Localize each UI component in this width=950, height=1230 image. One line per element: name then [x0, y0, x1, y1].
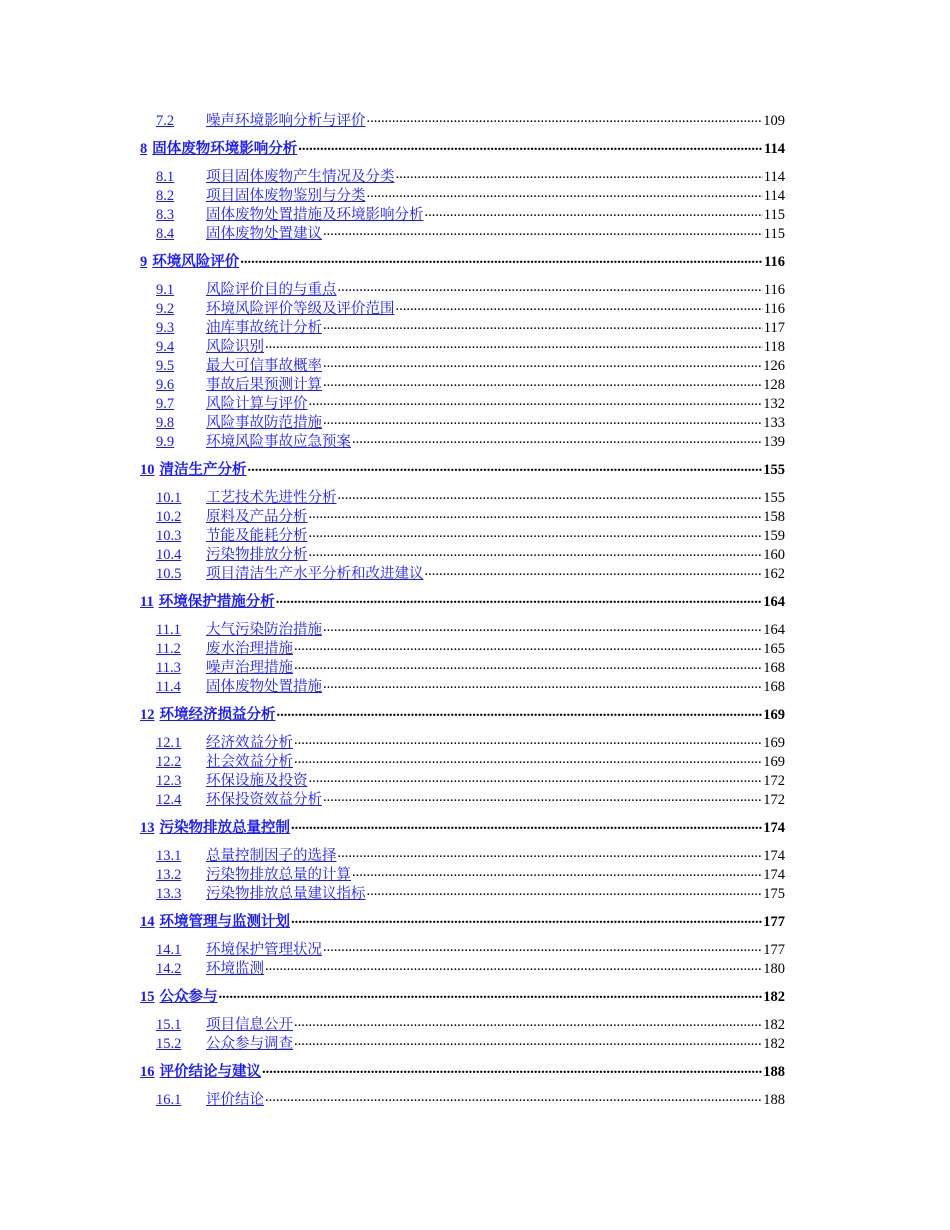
- toc-section-entry[interactable]: [140, 112, 785, 131]
- toc-dot-leader: [367, 184, 763, 203]
- toc-page-number: 109: [763, 113, 785, 129]
- toc-entry-number[interactable]: 11: [140, 594, 154, 610]
- toc-entry-title[interactable]: 最大可信事故概率: [206, 358, 322, 374]
- toc-entry-number[interactable]: 9: [140, 254, 148, 270]
- toc-section-entry[interactable]: [140, 885, 785, 904]
- toc-dot-leader: [323, 938, 762, 957]
- toc-chapter-entry[interactable]: [140, 988, 785, 1007]
- toc-entry-number[interactable]: [156, 960, 206, 979]
- toc-dot-leader: [338, 486, 763, 505]
- toc-entry-title[interactable]: 项目固体废物鉴别与分类: [206, 188, 366, 204]
- toc-entry-number-text[interactable]: 8.2: [156, 188, 175, 204]
- toc-entry-title[interactable]: 噪声治理措施: [206, 660, 293, 676]
- toc-entry-number[interactable]: [156, 640, 206, 659]
- toc-entry-number[interactable]: [156, 678, 206, 697]
- toc-entry-number-text[interactable]: 13.2: [156, 867, 182, 883]
- toc-dot-leader: [248, 458, 763, 477]
- toc-page-number: 175: [763, 886, 785, 902]
- toc-dot-leader: [323, 788, 762, 807]
- toc-entry-number[interactable]: [156, 847, 206, 866]
- toc-section-entry[interactable]: [140, 1091, 785, 1110]
- toc-entry-number[interactable]: [156, 225, 206, 244]
- toc-entry-number[interactable]: [156, 546, 206, 565]
- toc-entry-number[interactable]: 13: [140, 820, 155, 836]
- toc-page-number: 114: [764, 141, 785, 157]
- toc-entry-number-text[interactable]: 15.1: [156, 1017, 182, 1033]
- toc-dot-leader: [298, 137, 763, 156]
- toc-entry-number[interactable]: [156, 1016, 206, 1035]
- toc-page-number: 139: [763, 434, 785, 450]
- toc-page-number: 174: [763, 867, 785, 883]
- toc-entry-number-text[interactable]: 9.8: [156, 415, 175, 431]
- toc-page-number: 168: [763, 660, 785, 676]
- toc-dot-leader: [294, 656, 762, 675]
- toc-dot-leader: [309, 524, 763, 543]
- toc-section-entry[interactable]: [140, 960, 785, 979]
- toc-chapter-entry[interactable]: [140, 819, 785, 838]
- toc-entry-number-text[interactable]: 11.1: [156, 622, 181, 638]
- toc-section-entry[interactable]: [140, 225, 785, 244]
- toc-entry-title[interactable]: 污染物排放总量的计算: [206, 867, 351, 883]
- toc-entry-number-text[interactable]: 9.1: [156, 282, 175, 298]
- toc-dot-leader: [352, 430, 762, 449]
- toc-entry-title[interactable]: 环境经济损益分析: [159, 707, 276, 723]
- toc-entry-title[interactable]: 工艺技术先进性分析: [206, 490, 337, 506]
- toc-chapter-entry[interactable]: [140, 461, 785, 480]
- toc-entry-number[interactable]: [156, 1035, 206, 1054]
- toc-page-number: 162: [763, 566, 785, 582]
- toc-dot-leader: [338, 844, 763, 863]
- toc-entry-number[interactable]: [156, 489, 206, 508]
- toc-entry-number[interactable]: [156, 357, 206, 376]
- toc-dot-leader: [262, 1060, 762, 1079]
- toc-page-number: 169: [763, 754, 785, 770]
- toc-dot-leader: [323, 618, 762, 637]
- toc-entry-title[interactable]: 环境风险评价: [152, 254, 240, 270]
- toc-entry-number-text[interactable]: 16.1: [156, 1092, 182, 1108]
- toc-entry-title[interactable]: 评价结论: [206, 1092, 264, 1108]
- toc-entry-title[interactable]: 风险评价目的与重点: [206, 282, 337, 298]
- toc-entry-number-text[interactable]: 12.4: [156, 792, 182, 808]
- toc-entry-title[interactable]: 原料及产品分析: [206, 509, 308, 525]
- toc-entry-number-text[interactable]: 8.1: [156, 169, 175, 185]
- toc-dot-leader: [309, 543, 763, 562]
- toc-entry-number-text[interactable]: 9.6: [156, 377, 175, 393]
- toc-page-number: 116: [764, 254, 785, 270]
- toc-entry-number[interactable]: [156, 791, 206, 810]
- toc-chapter-entry[interactable]: [140, 593, 785, 612]
- toc-entry-number-text[interactable]: 9.9: [156, 434, 175, 450]
- toc-page-number: 168: [763, 679, 785, 695]
- toc-page-number: 182: [763, 1036, 785, 1052]
- toc-page-number: 114: [763, 188, 785, 204]
- toc-entry-title[interactable]: 项目固体废物产生情况及分类: [206, 169, 395, 185]
- toc-entry-number-text[interactable]: 10.4: [156, 547, 182, 563]
- toc-dot-leader: [338, 278, 763, 297]
- toc-page-number: 116: [763, 282, 785, 298]
- toc-page-number: 172: [763, 792, 785, 808]
- toc-entry-number[interactable]: 14: [140, 914, 155, 930]
- toc-dot-leader: [425, 203, 763, 222]
- toc-entry-title[interactable]: 事故后果预测计算: [206, 377, 322, 393]
- toc-entry-number-text[interactable]: 9.7: [156, 396, 175, 412]
- toc-entry-title[interactable]: 项目信息公开: [206, 1017, 293, 1033]
- toc-entry-number[interactable]: 16: [140, 1064, 155, 1080]
- toc-page-number: 177: [763, 942, 785, 958]
- toc-entry-title[interactable]: 风险计算与评价: [206, 396, 308, 412]
- toc-page-number: 158: [763, 509, 785, 525]
- toc-entry-title[interactable]: 总量控制因子的选择: [206, 848, 337, 864]
- toc-entry-title[interactable]: 环保投资效益分析: [206, 792, 322, 808]
- toc-entry-number[interactable]: [156, 866, 206, 885]
- toc-page-number: 126: [763, 358, 785, 374]
- table-of-contents: [140, 112, 785, 1110]
- toc-entry-number[interactable]: [156, 206, 206, 225]
- toc-entry-number-text[interactable]: 15.2: [156, 1036, 182, 1052]
- toc-page-number: 164: [763, 622, 785, 638]
- toc-entry-number[interactable]: 8: [140, 141, 148, 157]
- toc-entry-number-text[interactable]: 8.4: [156, 226, 175, 242]
- toc-dot-leader: [309, 505, 763, 524]
- toc-chapter-entry[interactable]: [140, 140, 785, 159]
- toc-chapter-entry[interactable]: [140, 253, 785, 272]
- toc-entry-title[interactable]: 公众参与调查: [206, 1036, 293, 1052]
- toc-entry-title[interactable]: 公众参与: [159, 989, 218, 1005]
- toc-chapter-entry[interactable]: [140, 706, 785, 725]
- toc-entry-number-text[interactable]: 13.3: [156, 886, 182, 902]
- toc-entry-number-text[interactable]: 7.2: [156, 113, 175, 129]
- toc-entry-title[interactable]: 环境管理与监测计划: [159, 914, 290, 930]
- toc-entry-title[interactable]: 评价结论与建议: [159, 1064, 261, 1080]
- toc-dot-leader: [309, 392, 763, 411]
- toc-entry-number[interactable]: [156, 168, 206, 187]
- toc-dot-leader: [323, 411, 762, 430]
- toc-entry-number-text[interactable]: 8.3: [156, 207, 175, 223]
- toc-entry-title[interactable]: 废水治理措施: [206, 641, 293, 657]
- toc-dot-leader: [294, 750, 762, 769]
- toc-page-number: 159: [763, 528, 785, 544]
- toc-entry-number-text[interactable]: 9.3: [156, 320, 175, 336]
- toc-entry-number[interactable]: [156, 1091, 206, 1110]
- toc-entry-number[interactable]: [156, 376, 206, 395]
- toc-entry-number[interactable]: 10: [140, 462, 155, 478]
- toc-entry-number-text[interactable]: 11.3: [156, 660, 181, 676]
- toc-entry-title[interactable]: 油库事故统计分析: [206, 320, 322, 336]
- toc-entry-number[interactable]: [156, 772, 206, 791]
- toc-dot-leader: [265, 957, 762, 976]
- toc-section-entry[interactable]: [140, 678, 785, 697]
- toc-page-number: 128: [763, 377, 785, 393]
- toc-entry-title[interactable]: 固体废物处置措施及环境影响分析: [206, 207, 424, 223]
- toc-entry-title[interactable]: 社会效益分析: [206, 754, 293, 770]
- toc-entry-number-text[interactable]: 12.1: [156, 735, 182, 751]
- toc-page-number: 116: [763, 301, 785, 317]
- toc-dot-leader: [294, 731, 762, 750]
- toc-dot-leader: [309, 769, 763, 788]
- toc-dot-leader: [323, 222, 763, 241]
- toc-entry-title[interactable]: 污染物排放分析: [206, 547, 308, 563]
- toc-dot-leader: [291, 910, 762, 929]
- toc-page-number: 169: [763, 735, 785, 751]
- toc-page-number: 182: [763, 989, 785, 1005]
- toc-page-number: 180: [763, 961, 785, 977]
- toc-page-number: 174: [763, 848, 785, 864]
- toc-entry-number[interactable]: [156, 753, 206, 772]
- toc-entry-number-text[interactable]: 10.5: [156, 566, 182, 582]
- toc-entry-number[interactable]: [156, 319, 206, 338]
- toc-section-entry[interactable]: [140, 791, 785, 810]
- toc-dot-leader: [425, 562, 763, 581]
- toc-entry-title[interactable]: 环境风险评价等级及评价范围: [206, 301, 395, 317]
- toc-page-number: 155: [763, 490, 785, 506]
- toc-entry-number[interactable]: [156, 621, 206, 640]
- toc-entry-title[interactable]: 固体废物处置措施: [206, 679, 322, 695]
- toc-entry-number-text[interactable]: 14.2: [156, 961, 182, 977]
- toc-section-entry[interactable]: [140, 565, 785, 584]
- toc-page-number: 115: [763, 226, 785, 242]
- toc-entry-number-text[interactable]: 12.3: [156, 773, 182, 789]
- toc-entry-number[interactable]: [156, 395, 206, 414]
- toc-entry-title[interactable]: 环境保护措施分析: [158, 594, 275, 610]
- toc-dot-leader: [291, 816, 762, 835]
- toc-entry-number[interactable]: [156, 338, 206, 357]
- toc-entry-number-text[interactable]: 10.3: [156, 528, 182, 544]
- toc-entry-title[interactable]: 大气污染防治措施: [206, 622, 322, 638]
- toc-entry-title[interactable]: 噪声环境影响分析与评价: [206, 113, 366, 129]
- toc-entry-number-text[interactable]: 11.4: [156, 679, 181, 695]
- toc-entry-number-text[interactable]: 9.2: [156, 301, 175, 317]
- toc-entry-number[interactable]: [156, 281, 206, 300]
- toc-entry-title[interactable]: 环境风险事故应急预案: [206, 434, 351, 450]
- toc-entry-number[interactable]: [156, 300, 206, 319]
- toc-dot-leader: [323, 354, 762, 373]
- toc-page-number: 174: [763, 820, 785, 836]
- toc-dot-leader: [323, 316, 763, 335]
- toc-entry-number[interactable]: [156, 508, 206, 527]
- toc-entry-title[interactable]: 环保设施及投资: [206, 773, 308, 789]
- toc-page-number: 160: [763, 547, 785, 563]
- toc-entry-number-text[interactable]: 14.1: [156, 942, 182, 958]
- toc-entry-title[interactable]: 节能及能耗分析: [206, 528, 308, 544]
- toc-entry-title[interactable]: 环境保护管理状况: [206, 942, 322, 958]
- toc-entry-title[interactable]: 固体废物环境影响分析: [152, 141, 298, 157]
- toc-entry-number[interactable]: [156, 659, 206, 678]
- toc-chapter-entry[interactable]: [140, 913, 785, 932]
- toc-dot-leader: [219, 985, 763, 1004]
- toc-dot-leader: [323, 373, 762, 392]
- toc-entry-number-text[interactable]: 13.1: [156, 848, 182, 864]
- toc-chapter-entry[interactable]: [140, 1063, 785, 1082]
- toc-entry-number[interactable]: [156, 112, 206, 131]
- toc-dot-leader: [276, 590, 763, 609]
- toc-page-number: 188: [763, 1092, 785, 1108]
- toc-dot-leader: [323, 675, 762, 694]
- toc-page-number: 132: [763, 396, 785, 412]
- toc-entry-number[interactable]: [156, 187, 206, 206]
- toc-page-number: 182: [763, 1017, 785, 1033]
- toc-dot-leader: [294, 1032, 762, 1051]
- toc-entry-number-text[interactable]: 10.2: [156, 509, 182, 525]
- toc-entry-number[interactable]: [156, 433, 206, 452]
- toc-entry-title[interactable]: 清洁生产分析: [159, 462, 247, 478]
- toc-entry-title[interactable]: 污染物排放总量控制: [159, 820, 290, 836]
- toc-dot-leader: [367, 109, 763, 128]
- toc-entry-number[interactable]: [156, 734, 206, 753]
- toc-entry-number-text[interactable]: 10.1: [156, 490, 182, 506]
- toc-entry-number[interactable]: [156, 941, 206, 960]
- toc-dot-leader: [265, 1088, 762, 1107]
- toc-page-number: 164: [763, 594, 785, 610]
- toc-dot-leader: [294, 637, 762, 656]
- toc-entry-number[interactable]: [156, 565, 206, 584]
- toc-dot-leader: [240, 250, 763, 269]
- toc-page-number: 155: [763, 462, 785, 478]
- toc-entry-title[interactable]: 固体废物处置建议: [206, 226, 322, 242]
- toc-dot-leader: [396, 165, 763, 184]
- toc-section-entry[interactable]: [140, 433, 785, 452]
- toc-entry-title[interactable]: 风险识别: [206, 339, 264, 355]
- toc-entry-number-text[interactable]: 9.5: [156, 358, 175, 374]
- toc-dot-leader: [367, 882, 763, 901]
- toc-dot-leader: [294, 1013, 762, 1032]
- toc-page-number: 177: [763, 914, 785, 930]
- toc-dot-leader: [265, 335, 763, 354]
- toc-page-number: 115: [763, 207, 785, 223]
- toc-entry-title[interactable]: 污染物排放总量建议指标: [206, 886, 366, 902]
- toc-dot-leader: [277, 703, 763, 722]
- toc-entry-number[interactable]: 12: [140, 707, 155, 723]
- toc-entry-number[interactable]: 15: [140, 989, 155, 1005]
- toc-entry-number-text[interactable]: 11.2: [156, 641, 181, 657]
- toc-entry-title[interactable]: 经济效益分析: [206, 735, 293, 751]
- toc-page-number: 165: [763, 641, 785, 657]
- toc-page-number: 133: [763, 415, 785, 431]
- toc-page-number: 118: [763, 339, 785, 355]
- toc-page-number: 188: [763, 1064, 785, 1080]
- toc-page-number: 114: [763, 169, 785, 185]
- toc-dot-leader: [396, 297, 763, 316]
- toc-page-number: 172: [763, 773, 785, 789]
- toc-entry-title[interactable]: 风险事故防范措施: [206, 415, 322, 431]
- toc-entry-number-text[interactable]: 9.4: [156, 339, 175, 355]
- toc-entry-number[interactable]: [156, 414, 206, 433]
- toc-entry-number-text[interactable]: 12.2: [156, 754, 182, 770]
- toc-dot-leader: [352, 863, 762, 882]
- toc-section-entry[interactable]: [140, 1035, 785, 1054]
- toc-entry-number[interactable]: [156, 885, 206, 904]
- toc-entry-number[interactable]: [156, 527, 206, 546]
- toc-entry-title[interactable]: 项目清洁生产水平分析和改进建议: [206, 566, 424, 582]
- toc-page-number: 169: [763, 707, 785, 723]
- toc-page-number: 117: [763, 320, 785, 336]
- toc-entry-title[interactable]: 环境监测: [206, 961, 264, 977]
